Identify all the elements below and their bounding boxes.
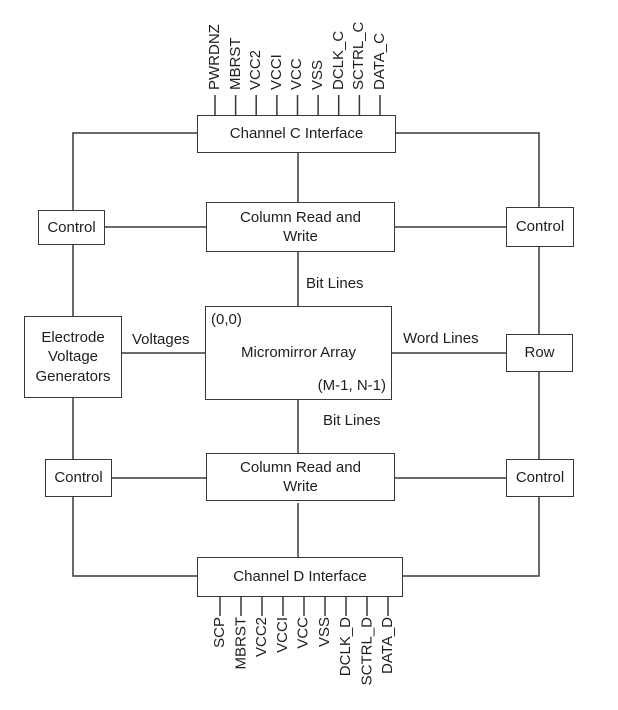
bottom-pin-data-d: DATA_D	[379, 617, 396, 674]
top-pin-dclk-c: DCLK_C	[330, 30, 347, 90]
bottom-pin-sctrl-d: SCTRL_D	[358, 617, 375, 686]
row-block	[506, 334, 573, 372]
channel-c-pin-ticks	[215, 95, 380, 116]
micromirror-array-label: Micromirror Array	[241, 344, 356, 362]
bit-lines-bottom-label: Bit Lines	[323, 412, 381, 429]
column-read-write-bottom-block	[206, 453, 395, 501]
top-pin-mbrst: MBRST	[227, 37, 244, 90]
column-read-write-bottom-label: Column Read and Write	[240, 458, 361, 495]
bottom-pin-vcc2: VCC2	[253, 617, 270, 658]
channel-d-interface-block	[197, 557, 403, 597]
control-top-left-block	[38, 210, 105, 245]
column-read-write-top-block	[206, 202, 395, 252]
bottom-pin-mbrst: MBRST	[232, 617, 249, 670]
column-read-write-top-label: Column Read and Write	[240, 208, 361, 245]
top-pin-vcc: VCC	[288, 58, 305, 90]
top-pin-vcci: VCCI	[268, 54, 285, 90]
bottom-pin-vcc: VCC	[295, 617, 312, 649]
bottom-pin-scp: SCP	[211, 617, 228, 648]
voltages-label: Voltages	[132, 331, 190, 348]
row-label: Row	[524, 344, 555, 362]
channel-d-interface-label: Channel D Interface	[233, 568, 367, 586]
top-pin-vcc2: VCC2	[247, 49, 264, 90]
bottom-pin-vss: VSS	[316, 617, 333, 648]
control-bottom-left-block	[45, 459, 112, 497]
top-pin-data-c: DATA_C	[371, 33, 388, 90]
control-bottom-right-label: Control	[515, 469, 565, 487]
array-extent-coordinate: (M-1, N-1)	[317, 376, 386, 394]
array-origin-coordinate: (0,0)	[211, 311, 242, 328]
channel-c-interface-label: Channel C Interface	[229, 125, 364, 143]
control-top-right-block	[506, 207, 574, 247]
control-top-right-label: Control	[515, 218, 565, 236]
bottom-pin-dclk-d: DCLK_D	[337, 617, 354, 677]
bottom-pin-vcci: VCCI	[274, 617, 291, 653]
control-bottom-right-block	[506, 459, 574, 497]
bit-lines-top-label: Bit Lines	[306, 275, 364, 292]
control-top-left-label: Control	[47, 218, 96, 236]
micromirror-array-block	[205, 306, 392, 400]
channel-d-pin-ticks	[220, 597, 388, 616]
electrode-voltage-generators-label: Electrode Voltage Generators	[35, 329, 111, 385]
word-lines-label: Word Lines	[403, 330, 479, 347]
top-pin-pwrdnz: PWRDNZ	[206, 24, 223, 90]
control-bottom-left-label: Control	[54, 469, 103, 487]
top-pin-sctrl-c: SCTRL_C	[350, 21, 367, 90]
channel-c-interface-block	[197, 115, 396, 153]
electrode-voltage-generators-block	[24, 316, 122, 398]
top-pin-vss: VSS	[309, 59, 326, 90]
